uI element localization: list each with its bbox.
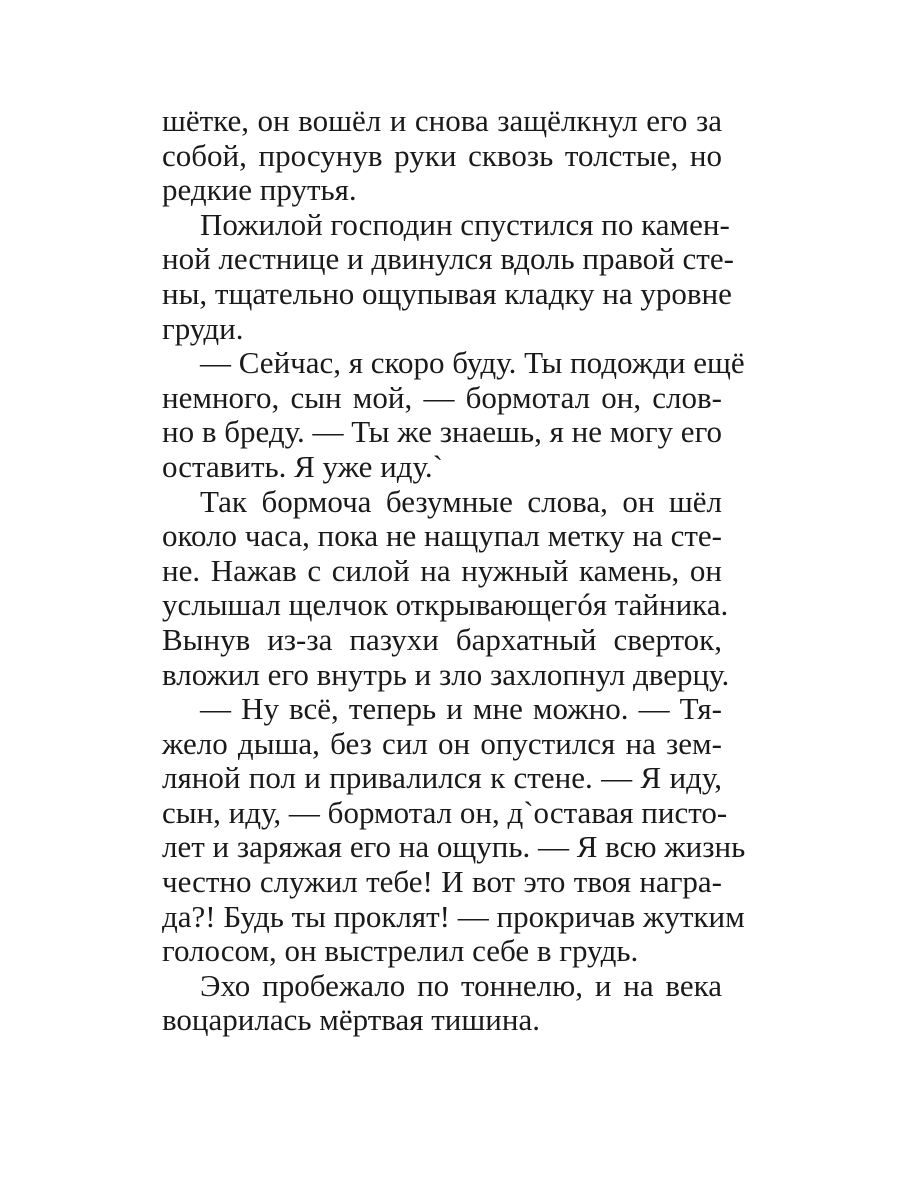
text-line: Пожилой господин спустился по камен- [200,206,730,242]
text-line: шётке, он вошёл и снова защёлкнул его за [162,103,722,138]
text-line: не. Нажав с силой на нужный камень, он [162,552,722,588]
text-line: сын, иду, — бормотал он, д`оставая писто- [162,794,728,830]
text-line: редкие прутья. [162,172,357,208]
text-line: лет и заряжая его на ощупь. — Я всю жизнь [162,829,746,865]
text-line: оставить. Я уже иду.` [162,448,443,484]
paragraph [162,483,730,693]
paragraph [162,691,746,969]
paragraph [162,104,722,208]
text-line: немного, сын мой, — бормотал он, слов- [162,379,722,415]
text-line: — Сейчас, я скоро буду. Ты подожди ещё [200,345,745,381]
text-line: — Ну всё, теперь и мне можно. — Тя- [200,691,722,727]
text-line: Эхо пробежало по тоннелю, и на века [200,967,722,1003]
text-line: Вынув из-за пазухи бархатный сверток, [162,621,722,657]
text-line: голосом, он выстрелил себе в грудь. [162,933,639,969]
text-line: услышал щелчок открывающегóя тайника. [162,587,729,623]
text-line: около часа, пока не нащупал метку на сте- [162,518,722,554]
text-line: ны, тщательно ощупывая кладку на уровне [162,275,732,311]
text-line: ной лестнице и двинулся вдоль правой сте- [162,241,734,277]
text-line: ляной пол и привалился к стене. — Я иду, [162,760,722,796]
text-line: жело дыша, без сил он опустился на зем- [162,725,722,761]
text-line: Так бормоча безумные слова, он шёл [200,483,722,519]
text-line: да?! Будь ты проклят! — прокричав жутким [162,898,745,934]
paragraph [162,969,722,1038]
body-text [162,103,746,1038]
paragraph [162,206,734,346]
text-line: но в бреду. — Ты же знаешь, я не могу его [162,414,723,450]
text-line: груди. [162,310,244,346]
text-line: собой, просунув руки сквозь толстые, но [162,137,722,173]
text-line: честно служил тебе! И вот это твоя награ- [162,864,722,900]
text-line: вложил его внутрь и зло захлопнул дверцу. [162,656,730,692]
text-line: воцарилась мёртвая тишина. [162,1002,540,1038]
paragraph [162,345,745,484]
